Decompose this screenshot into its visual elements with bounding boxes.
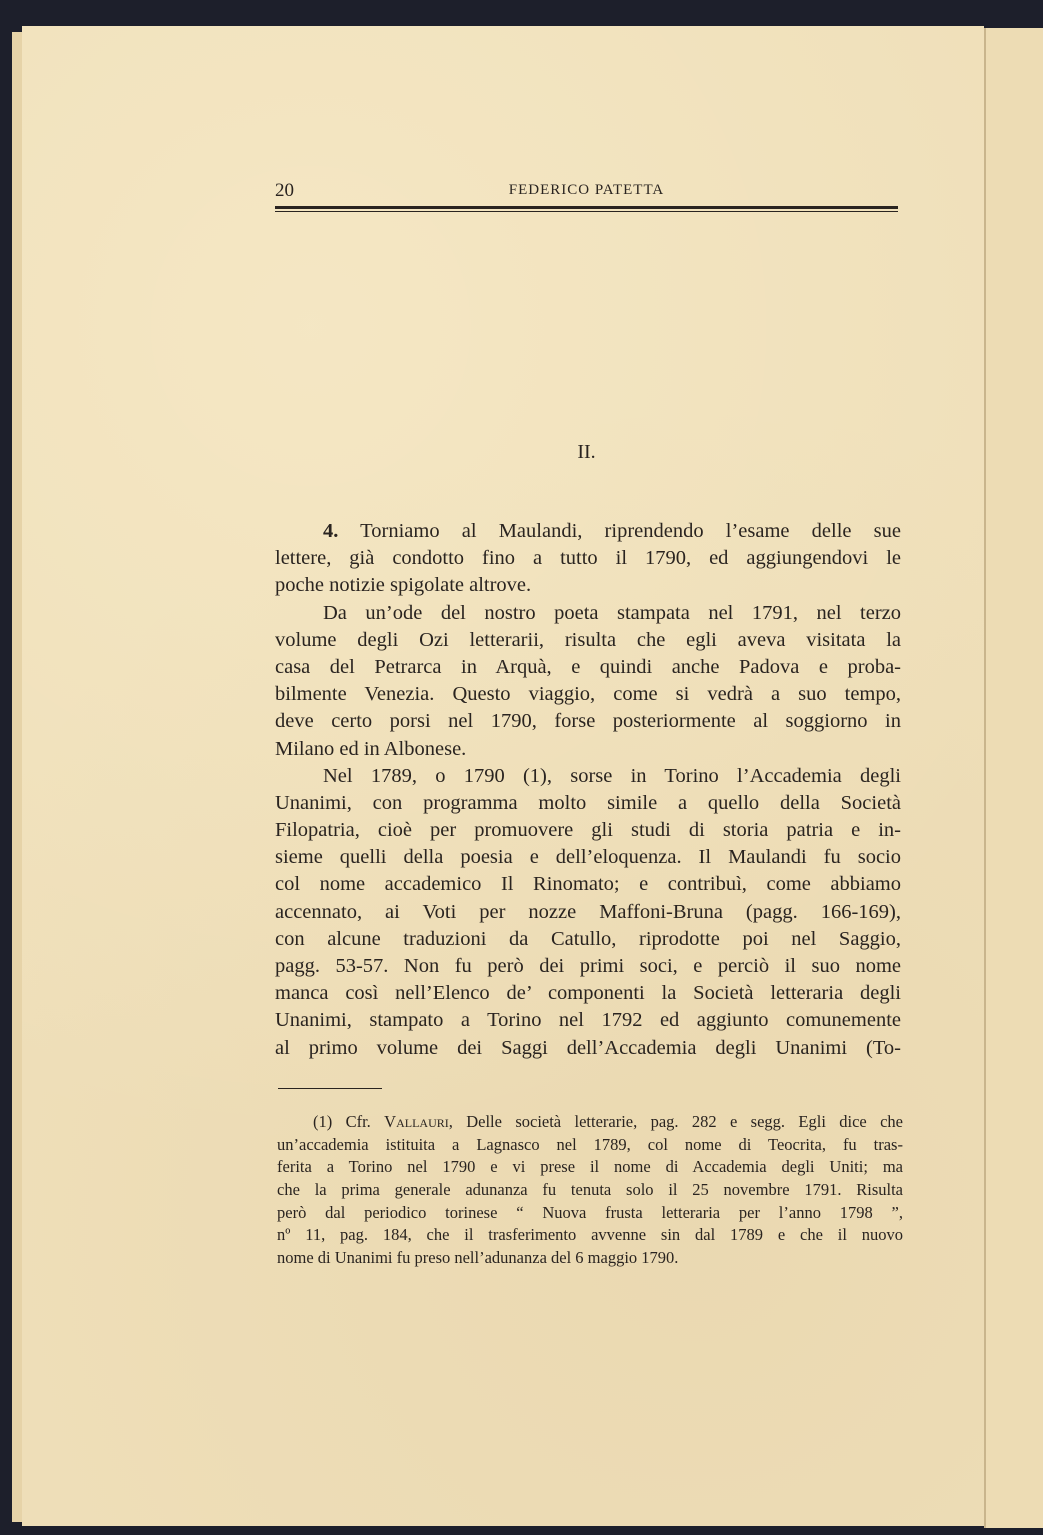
body-line xyxy=(275,871,901,898)
text-segment: un’accademia istituita a Lagnasco nel 1789, col nome di xyxy=(277,1134,769,1154)
footnote-line xyxy=(277,1224,903,1247)
text-segment: volume degli xyxy=(275,628,420,651)
text-segment: però dal periodico torinese “ xyxy=(277,1202,543,1222)
text-segment: lettere, già condotto fino a tutto il 1790, ed aggiungendovi le xyxy=(275,547,901,570)
text-segment: per nozze Maffoni-Bruna (pagg. 166-169), xyxy=(456,900,901,923)
text-segment: ; e contribuì, come abbiamo xyxy=(613,873,901,896)
body-line xyxy=(275,980,901,1007)
page-number: 20 xyxy=(275,180,294,201)
footnote-line xyxy=(277,1156,903,1179)
body-line xyxy=(275,953,901,980)
italic-text: Teocrita xyxy=(768,1134,822,1154)
text-segment: (To- xyxy=(847,1036,902,1059)
italic-text: Accademia degli Uniti xyxy=(692,1157,864,1177)
body-line xyxy=(275,627,901,654)
italic-text: Voti xyxy=(422,900,457,923)
text-segment: Torniamo al Maulandi, riprendendo l’esame delle sue xyxy=(338,520,901,542)
body-line xyxy=(275,600,901,627)
body-line xyxy=(275,736,901,763)
text-segment: accennato, ai xyxy=(275,900,423,923)
text-segment: Filopatria, cioè per promuovere gli studi di storia patria e in- xyxy=(275,819,901,842)
running-head: FEDERICO PATETTA xyxy=(508,182,665,198)
italic-text: Il Rinomato xyxy=(500,873,614,896)
text-segment: nome di xyxy=(277,1248,335,1268)
body-line xyxy=(275,844,901,871)
text-segment: ferita a Torino nel 1790 e vi prese il nome di xyxy=(277,1157,693,1177)
footnote xyxy=(277,1111,903,1270)
text-segment: Unanimi, con programma molto simile a quello della Società xyxy=(275,791,901,814)
text-segment: sieme quelli della poesia e dell’eloquenza. Il Maulandi fu socio xyxy=(275,846,901,869)
footnote-line xyxy=(277,1111,903,1134)
text-segment: manca così nell’ xyxy=(275,982,433,1005)
text-segment: col nome accademico xyxy=(275,873,501,896)
italic-text: Saggi dell’Accademia degli Unanimi xyxy=(501,1036,848,1059)
body-line xyxy=(275,790,901,817)
text-segment: , fu tras- xyxy=(821,1134,903,1154)
text-segment: , stampato a Torino nel 1792 ed aggiunto comunemente xyxy=(346,1009,901,1032)
page-header xyxy=(275,180,898,204)
text-segment: nº 11, pag. 184, che il trasferimento avvenne sin dal 1789 e che il nuovo xyxy=(277,1225,903,1245)
text-segment: bilmente Venezia. Questo viaggio, come si vedrà a suo tempo, xyxy=(275,683,901,706)
section-heading: II. xyxy=(577,441,596,463)
text-segment: ”, xyxy=(872,1202,903,1222)
body-line xyxy=(275,654,901,681)
text-segment: al primo volume dei xyxy=(275,1036,502,1059)
text-segment: casa del Petrarca in Arquà, e quindi anche Padova e proba- xyxy=(275,655,901,678)
text-segment: , pag. 282 e segg. Egli dice che xyxy=(633,1112,903,1131)
italic-text: Nuova frusta letteraria per l’anno 1798 xyxy=(542,1202,873,1222)
author-name: Vallauri xyxy=(384,1112,449,1131)
text-segment: Nel 1789, o 1790 (1), sorse in Torino l’Accademia degli xyxy=(323,764,901,787)
body-line xyxy=(275,572,901,599)
text-segment: , xyxy=(448,1112,467,1131)
italic-text: Ozi letterarii xyxy=(419,628,539,651)
italic-text: Elenco de’ componenti la Società letteraria degli xyxy=(432,982,901,1005)
body-line xyxy=(275,681,901,708)
text-segment: ; ma xyxy=(863,1157,903,1177)
italic-text: la prima generale adunanza xyxy=(314,1180,528,1200)
text-segment: (1) Cfr. xyxy=(313,1112,385,1131)
body-line xyxy=(275,817,901,844)
header-rule-thin xyxy=(275,211,898,212)
footnote-line xyxy=(277,1134,903,1157)
body-line xyxy=(275,1035,901,1062)
text-segment: con alcune traduzioni da Catullo, riprodotte poi nel xyxy=(275,927,839,950)
text-segment: fu tenuta solo il 25 novembre 1791. Risulta xyxy=(527,1180,903,1200)
adjacent-page-edge xyxy=(984,28,1043,1528)
text-segment: che xyxy=(277,1180,315,1200)
text-segment: pagg. 53-57. Non fu però dei primi soci, e perciò il suo nome xyxy=(275,955,901,977)
header-rule-thick xyxy=(275,206,898,209)
italic-text: Unanimi xyxy=(334,1248,393,1268)
paragraph-number: 4. xyxy=(323,520,339,542)
footnote-line xyxy=(277,1247,903,1270)
body-text xyxy=(275,518,901,1062)
italic-text: Saggio, xyxy=(838,927,901,950)
text-segment: poche notizie spigolate altrove. xyxy=(275,574,532,597)
italic-text: Delle società letterarie xyxy=(466,1112,634,1131)
body-line xyxy=(275,708,901,735)
body-line xyxy=(275,518,901,545)
text-segment: Milano ed in Albonese. xyxy=(275,737,467,760)
text-segment: , risulta che egli aveva visitata la xyxy=(538,628,902,651)
footnote-line xyxy=(277,1179,903,1202)
text-segment: deve certo porsi nel 1790, forse posteriormente al soggiorno in xyxy=(275,710,901,733)
body-line xyxy=(275,763,901,790)
italic-text: Unanimi xyxy=(275,1009,347,1032)
footnote-line xyxy=(277,1202,903,1225)
body-line xyxy=(275,1007,901,1034)
body-line xyxy=(275,545,901,572)
text-segment: fu preso nell’adunanza del 6 maggio 1790. xyxy=(392,1248,679,1268)
text-segment: Da un’ode del nostro poeta stampata nel 1791, nel terzo xyxy=(323,601,901,624)
body-line xyxy=(275,926,901,953)
body-line xyxy=(275,899,901,926)
footnote-rule xyxy=(278,1088,382,1089)
